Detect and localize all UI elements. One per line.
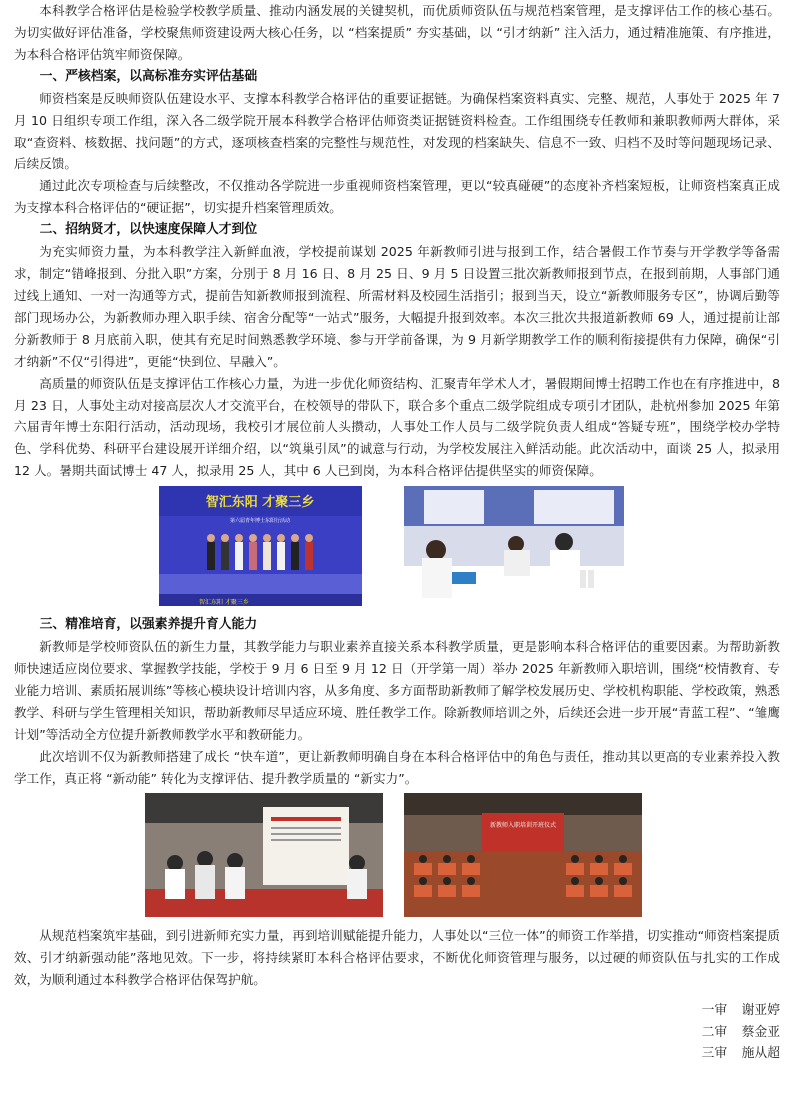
photo-recruitment-stage [159, 486, 362, 606]
section-2-paragraph-2: 高质量的师资队伍是支撑评估工作核心力量，为进一步优化师资结构、汇聚青年学术人才，暑假期间博士招聘工作也在有序推进中，8 月 23 日，人事处主动对接高层次人才交流平台，在校领导的带队下，联合多个重点二级学院组成专项引才团队，赴杭州参加 2025 年第六届青年博士东阳行活动，活动现场，我校引才展位前人头攒动，人事处工作人员与二级学院负责人组成“答疑专班”，围绕学校办学特色、学科优势、科研平台建设展开详细介绍，以“筑巢引凤”的诚意与行动，为学校发展注入鲜活动能。此次活动中，面谈 25 人，拟录用 12 人。暑期共面试博士 47 人，拟录用 25 人，其中 6 人已到岗，为本科合格评估提供坚实的师资保障。 [14, 375, 780, 479]
banner-bottom-text: 智汇东阳 才聚三乡 [199, 599, 249, 607]
section-2-heading: 二、招纳贤才，以快速度保障人才到位 [39, 222, 258, 238]
photo-training-auditorium [404, 793, 642, 917]
section-3-paragraph-2: 此次培训不仅为新教师搭建了成长 “快车道”，更让新教师明确自身在本科合格评估中的角色与责任，推动其以更高的专业素养投入教学工作，真正将 “新动能” 转化为支撑评估、提升教学质量的 “新实力”。 [14, 748, 780, 786]
signoff-row-1 [702, 1000, 780, 1022]
section-1-paragraph-1: 师资档案是反映师资队伍建设水平、支撑本科教学合格评估的重要证据链。为确保档案资料真实、完整、规范，人事处于 2025 年 7 月 10 日组织专项工作组，深入各二级学院开展本科教学合格评估师资类证据链资料检查。工作组围绕专任教师和兼职教师两大群体，采取“查资料、核数据、找问题”的方式，逐项核查档案的完整性与规范性，对发现的档案缺失、信息不一致、归档不及时等问题现场记录、后续反馈。 [14, 90, 780, 172]
photo-row-training [14, 791, 780, 921]
screen-caption-text: 新教师入职培训开班仪式 [489, 822, 557, 830]
signoff-role: 三审 [701, 1046, 728, 1061]
signoff-name: 施从超 [741, 1046, 780, 1061]
signoff-role: 一审 [701, 1003, 728, 1018]
signoff-name: 蔡金亚 [741, 1024, 780, 1040]
banner-subtitle-text: 第六届青年博士东阳行活动 [229, 518, 291, 525]
section-1-heading: 一、严核档案，以高标准夯实评估基础 [39, 68, 258, 84]
section-2-paragraph-1: 为充实师资力量，为本科教学注入新鲜血液，学校提前谋划 2025 年新教师引进与报到工作，结合暑假工作节奏与开学教学等备需求，制定“错峰报到、分批入职”方案，分別于 8 月 16 日、8 月 25 日、9 月 5 日设置三批次新教师报到节点，在报到前期，人事部门通过线上通知、一对一沟通等方式，提前告知新教师报到流程、所需材料及校园生活指引；报到当天，设立“新教师服务专区”，协调后勤等部门现场办公，为新教师办理入职手续、宿舍分配等“一站式”服务，大幅提升报到效率。本次三批次共报道新教师 69 人，通过提前让部分新教师于 8 月底前入职，使其有充足时间熟悉教学环境、参与开学前备课，为 9 月新学期教学工作的顺利衔接提供有力保障，确保“引才纳新”不仅“引得进”，更能“快到位、早融入”。 [14, 244, 780, 369]
section-1-paragraph-2: 通过此次专项检查与后续整改，不仅推动各学院进一步重视师资档案管理，更以“较真碰硬”的态度补齐档案短板，让师资档案真正成为支撑本科合格评估的“硬证据”，切实提升档案管理质效。 [14, 178, 780, 216]
article [14, 0, 780, 991]
photo-training-exhibit [145, 793, 383, 917]
intro-paragraph: 本科教学合格评估是检验学校教学质量、推动内涵发展的关键契机，而优质师资队伍与规范档案管理，是支撑评估工作的核心基石。为切实做好评估准备，学校聚焦师资建设两大核心任务，以 “档案提质” 夯实基础，以 “引才纳新” 注入活力，通过精准施策、有序推进，为本科合格评估筑牢师资保障。 [14, 3, 780, 62]
signoff-row-2 [702, 1022, 780, 1044]
banner-title-text: 智汇东阳 才聚三乡 [205, 495, 315, 511]
signoff-role: 二审 [701, 1024, 728, 1040]
photo-row-recruitment [14, 484, 780, 610]
section-3-heading: 三、精准培育，以强素养提升育人能力 [39, 617, 258, 633]
conclusion-paragraph: 从规范档案筑牢基础，到引进新师充实力量，再到培训赋能提升能力，人事处以“三位一体”的师资工作举措，切实推动“师资档案提质效、引才纳新强动能”落地见效。下一步，将持续紧盯本科合格评估要求，不断优化师资管理与服务，以过硬的师资队伍与扎实的工作成效，为顺利通过本科教学合格评估保驾护航。 [14, 928, 780, 988]
photo-recruitment-booth [404, 486, 624, 606]
review-signoff [702, 1000, 780, 1065]
signoff-name: 谢亚婷 [741, 1003, 780, 1018]
section-3-paragraph-1: 新教师是学校师资队伍的新生力量，其教学能力与职业素养直接关系本科教学质量，更是影响本科合格评估的重要因素。为帮助新教师快速适应岗位要求、掌握教学技能，学校于 9 月 6 日至 9 月 12 日（开学第一周）举办 2025 年新教师入职培训，围绕“校情教育、专业能力培训、素质拓展训练”等核心模块设计培训内容，从多角度、多方面帮助新教师了解学校发展历史、学校机构职能、学校政策，熟悉教学、科研与学生管理相关知识，帮助新教师尽早适应环境、胜任教学工作。除新教师培训之外，后续还会进一步开展“青蓝工程”、“雏鹰计划”等活动全方位提升新教师教学水平和教研能力。 [14, 639, 780, 742]
signoff-row-3 [702, 1043, 780, 1065]
